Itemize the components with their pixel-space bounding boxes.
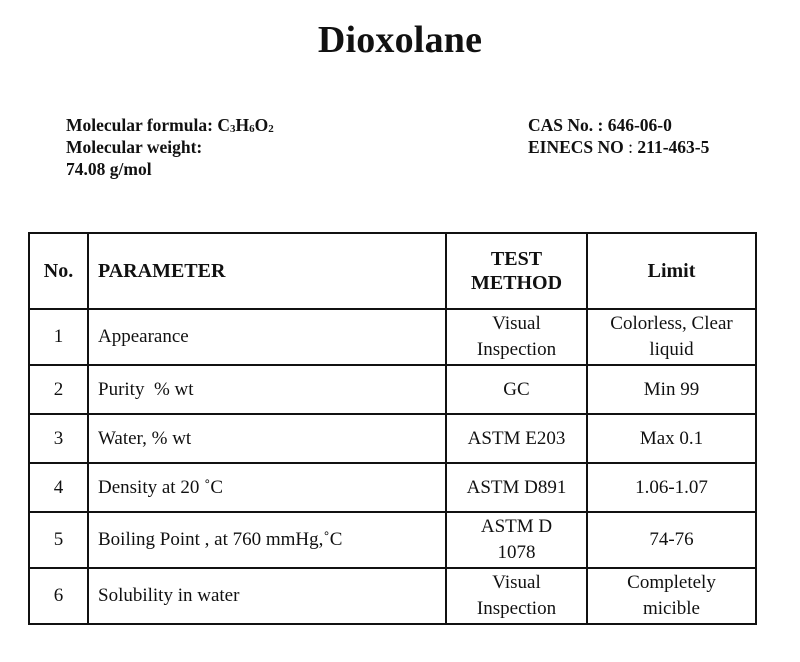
cell-limit: 1.06-1.07 — [587, 463, 756, 512]
cell-no: 5 — [29, 512, 88, 568]
molecular-formula-value: $C_3H_6O_2$ — [217, 115, 274, 135]
table-row — [29, 414, 756, 463]
table-row — [29, 463, 756, 512]
header-parameter: PARAMETER — [88, 233, 446, 309]
cell-method: Visual Inspection — [446, 309, 587, 365]
cell-method: ASTM D891 — [446, 463, 587, 512]
cas-label: CAS No. : — [528, 115, 604, 135]
header-no: No. — [29, 233, 88, 309]
cell-method: ASTM D 1078 — [446, 512, 587, 568]
header-test-method: TEST METHOD — [446, 233, 587, 309]
table-row — [29, 365, 756, 414]
cell-method: ASTM E203 — [446, 414, 587, 463]
molecular-weight-value: 74.08 g/mol — [66, 159, 152, 179]
cell-no: 3 — [29, 414, 88, 463]
cell-limit: Colorless, Clear liquid — [587, 309, 756, 365]
molecular-formula-label: Molecular formula: — [66, 115, 213, 135]
cell-parameter: Appearance — [88, 309, 446, 365]
cas-value: 646-06-0 — [607, 115, 672, 135]
cell-limit: 74-76 — [587, 512, 756, 568]
cell-parameter: Boiling Point , at 760 mmHg,˚C — [88, 512, 446, 568]
cas-line — [528, 114, 709, 136]
einecs-colon: : — [628, 137, 634, 157]
einecs-value: 211-463-5 — [637, 137, 710, 157]
cell-method: GC — [446, 365, 587, 414]
table-row — [29, 512, 756, 568]
molecular-info — [66, 114, 274, 180]
cell-parameter: Water, % wt — [88, 414, 446, 463]
registry-info — [528, 114, 709, 158]
header-limit: Limit — [587, 233, 756, 309]
cell-no: 4 — [29, 463, 88, 512]
cell-limit: Max 0.1 — [587, 414, 756, 463]
cell-parameter: Solubility in water — [88, 568, 446, 624]
table-row — [29, 309, 756, 365]
cell-no: 6 — [29, 568, 88, 624]
document-title: Dioxolane — [317, 19, 483, 61]
table-row — [29, 568, 756, 624]
cell-parameter: Purity % wt — [88, 365, 446, 414]
table-header-row — [29, 233, 756, 309]
einecs-line — [528, 136, 709, 158]
molecular-formula-line — [66, 114, 274, 136]
cell-no: 2 — [29, 365, 88, 414]
cell-method: Visual Inspection — [446, 568, 587, 624]
cell-limit: Min 99 — [587, 365, 756, 414]
molecular-weight-label: Molecular weight: — [66, 137, 203, 157]
einecs-label: EINECS NO — [528, 137, 624, 157]
specification-table — [28, 232, 757, 625]
cell-no: 1 — [29, 309, 88, 365]
cell-parameter: Density at 20 ˚C — [88, 463, 446, 512]
cell-limit: Completely micible — [587, 568, 756, 624]
